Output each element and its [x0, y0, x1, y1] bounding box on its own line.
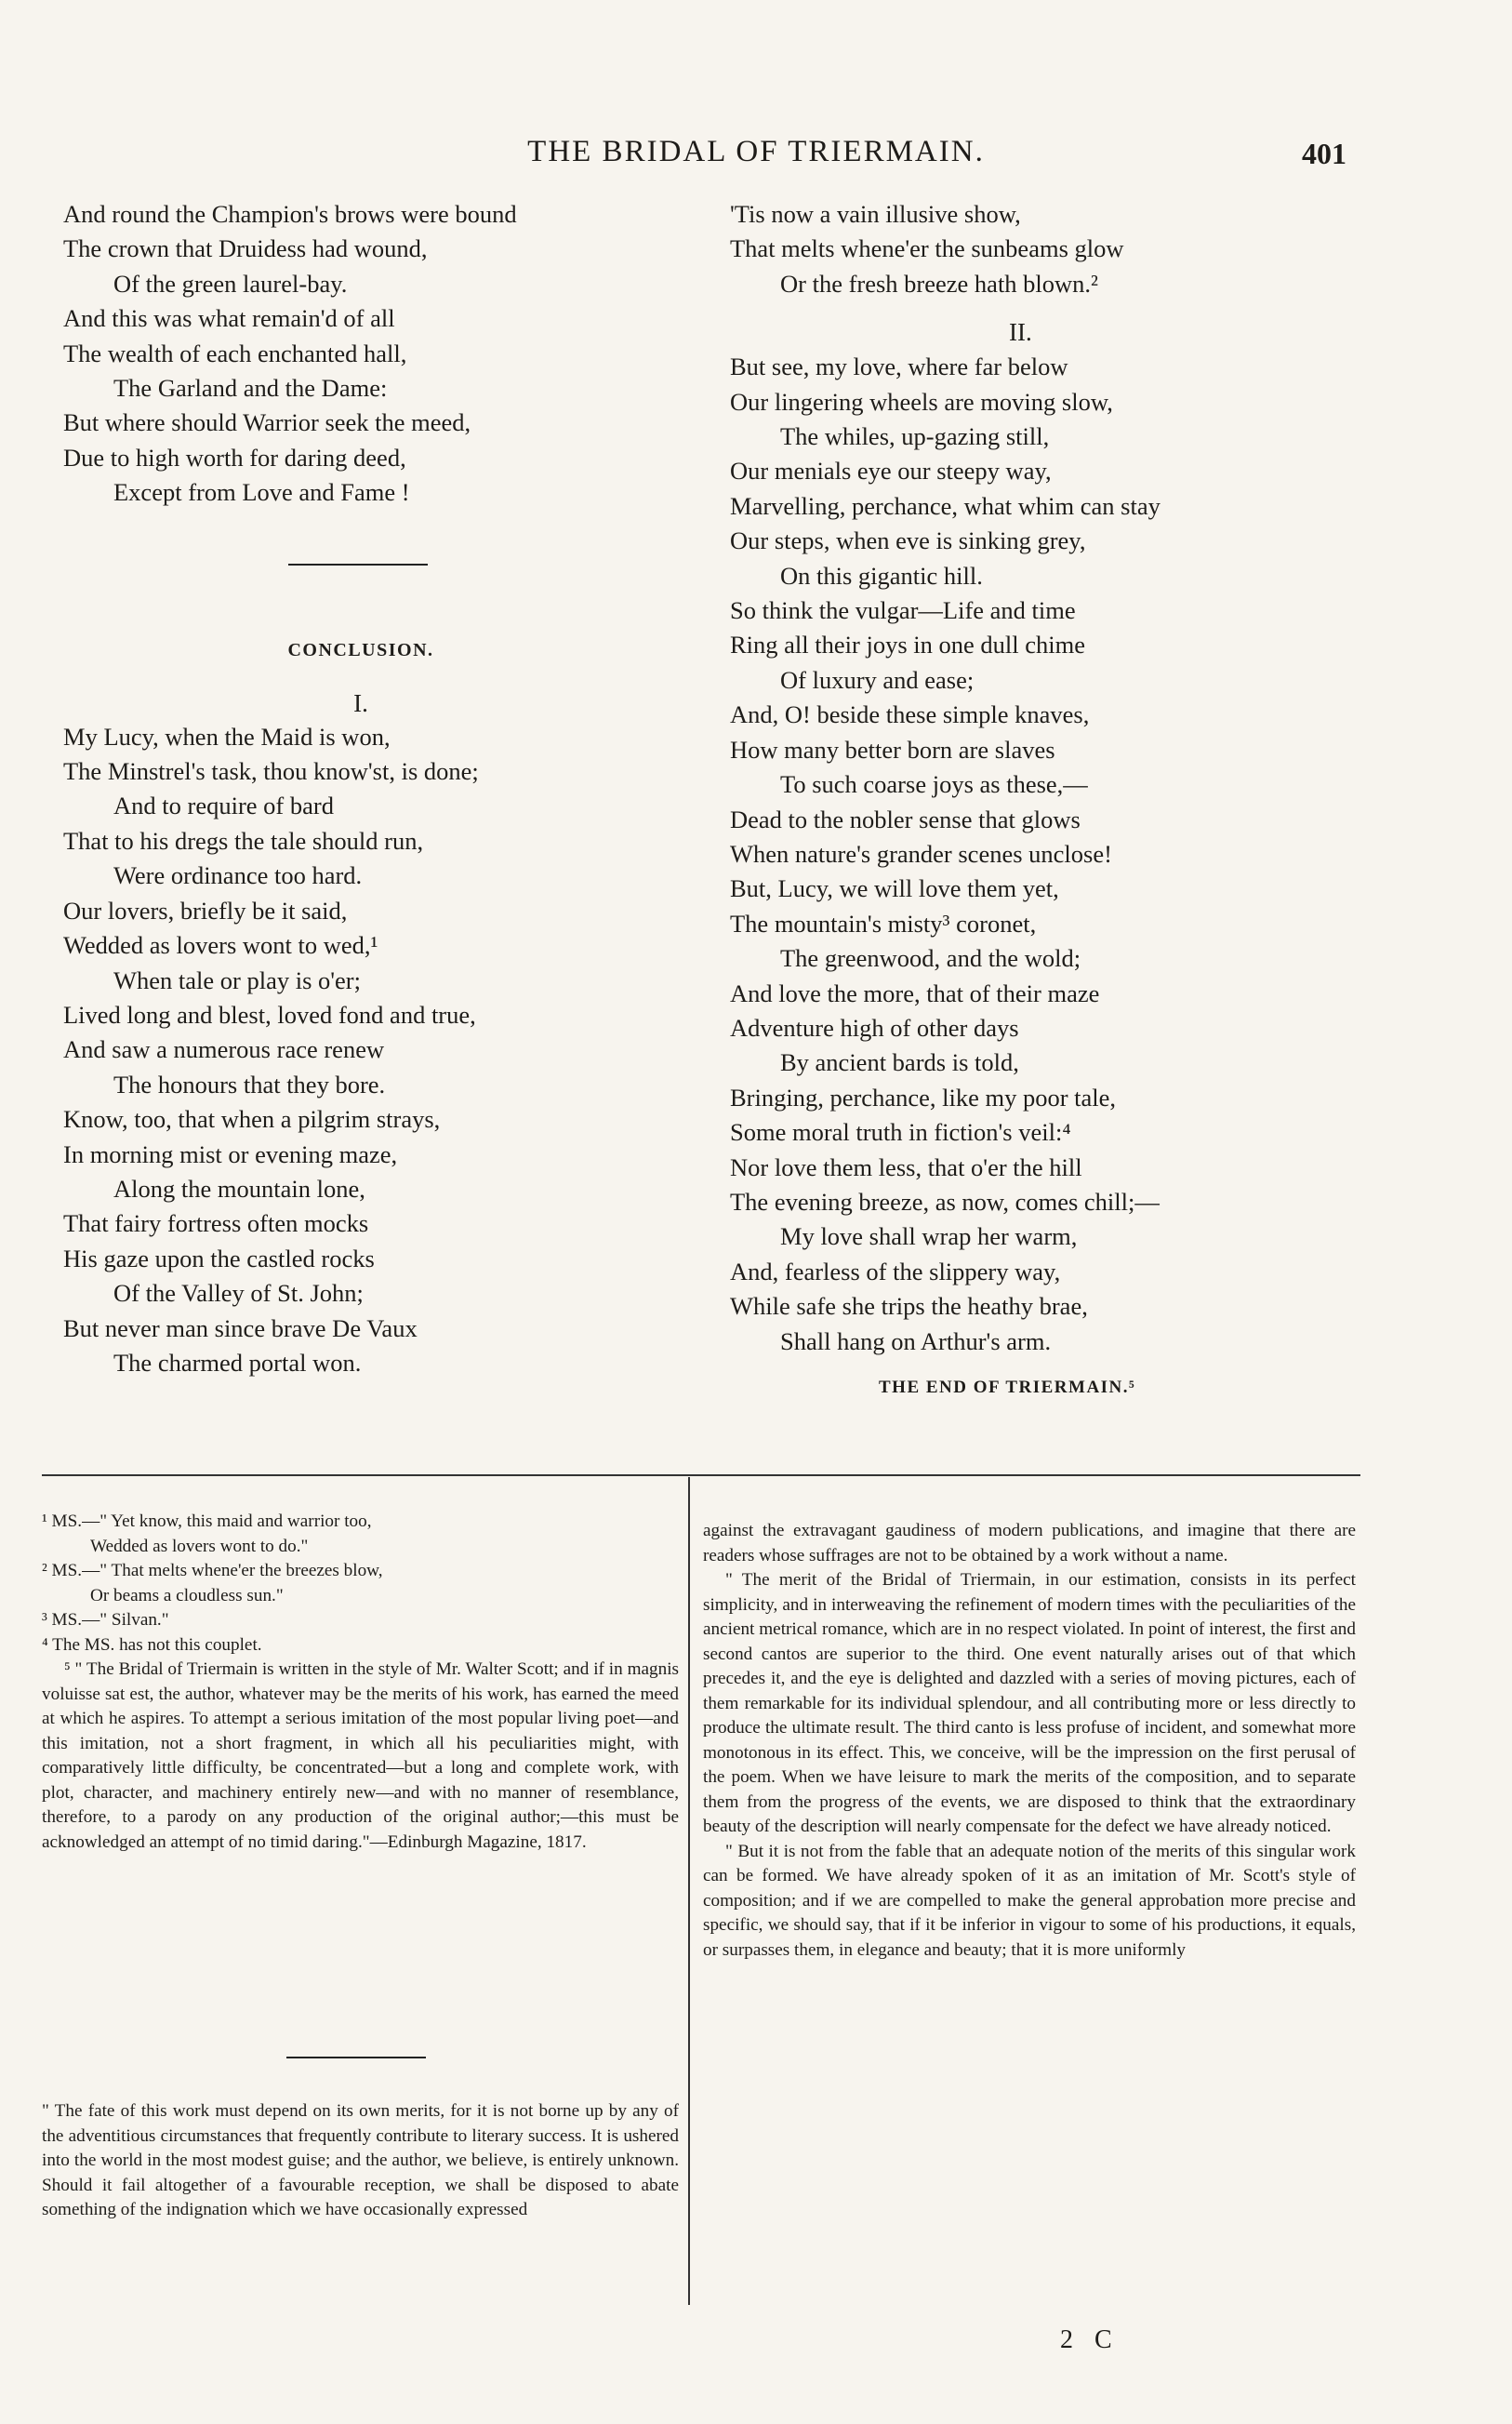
stanza-intro-left	[63, 197, 658, 511]
verse-line: When nature's grander scenes unclose!	[730, 839, 1112, 868]
verse-line: The Minstrel's task, thou know'st, is done;	[63, 757, 479, 786]
verse-line: His gaze upon the castled rocks	[63, 1244, 375, 1272]
section-divider	[288, 564, 428, 566]
verse-line: Some moral truth in fiction's veil:⁴	[730, 1118, 1071, 1147]
quote-paragraph: against the extravagant gaudiness of modern publications, and imagine that there are readers whose suffrages are not to be obtained by a work without a name.	[703, 1521, 1356, 1565]
left-verse-column	[63, 197, 658, 1380]
verse-line: And saw a numerous race renew	[63, 1035, 385, 1064]
verse-line: By ancient bards is told,	[780, 1048, 1019, 1077]
stanza-two	[730, 350, 1381, 1359]
footnote-line: ² MS.—" That melts whene'er the breezes blow,	[42, 1561, 383, 1580]
verse-line: My Lucy, when the Maid is won,	[63, 722, 391, 751]
verse-line: Wedded as lovers wont to wed,¹	[63, 931, 378, 960]
verse-line: How many better born are slaves	[730, 735, 1055, 764]
footnote-line: ⁴ The MS. has not this couplet.	[42, 1634, 262, 1655]
quote-paragraph: " The merit of the Bridal of Triermain, in our estimation, consists in its perfect simplicity, and in interweaving the refinement of modern times with the peculiarities of the ancient metrical romance, which are in no respect violated. In point of interest, the first and second cantos are superior to the third. One event naturally arises out of that which precedes it, and the eye is delighted and dazzled with a series of moving pictures, each of them remarkable for its individual splendour, and all contributing more or less directly to produce the ultimate result. The third canto is less profuse of incident, and somewhat more monotonous in its effect. This, we conceive, will be the impression on the first perusal of the poem. When we have leisure to mark the merits of the composition, and to separate them from the progress of the events, we are disposed to think that the extraordinary beauty of the description will nearly compensate for the defect we have already noticed.	[703, 1570, 1356, 1836]
footnotes-right	[703, 1519, 1356, 1963]
verse-line: Know, too, that when a pilgrim strays,	[63, 1105, 441, 1134]
verse-line: That fairy fortress often mocks	[63, 1209, 369, 1238]
stanza-numeral: I.	[353, 688, 368, 717]
verse-line: The charmed portal won.	[113, 1348, 362, 1377]
stanza-one	[63, 720, 658, 1381]
right-verse-column	[730, 197, 1381, 1398]
verse-line: The mountain's misty³ coronet,	[730, 909, 1037, 938]
footnote-line: ¹ MS.—" Yet know, this maid and warrior too,	[42, 1512, 372, 1531]
verse-line: Bringing, perchance, like my poor tale,	[730, 1083, 1117, 1112]
verse-line: The wealth of each enchanted hall,	[63, 339, 407, 367]
verse-line: But never man since brave De Vaux	[63, 1313, 418, 1342]
page-number: 401	[1302, 137, 1346, 170]
verse-line: Our lovers, briefly be it said,	[63, 896, 348, 925]
verse-line: And to require of bard	[113, 792, 334, 820]
footnote-list	[42, 1510, 679, 1658]
verse-line: Shall hang on Arthur's arm.	[780, 1326, 1052, 1355]
verse-line: Our steps, when eve is sinking grey,	[730, 526, 1086, 555]
verse-line: Our menials eye our steepy way,	[730, 457, 1052, 486]
verse-line: But, Lucy, we will love them yet,	[730, 874, 1059, 903]
stanza-intro-right	[730, 197, 1381, 301]
verse-line: 'Tis now a vain illusive show,	[730, 200, 1021, 228]
verse-line: But where should Warrior seek the meed,	[63, 408, 471, 437]
verse-line: Or the fresh breeze hath blown.²	[780, 269, 1099, 298]
verse-line: Of the green laurel-bay.	[113, 269, 348, 298]
footnote-divider	[286, 2057, 426, 2058]
footnote-separator	[42, 1474, 1360, 1476]
column-divider	[688, 1477, 690, 2305]
verse-line: The Garland and the Dame:	[113, 374, 388, 403]
verse-line: The evening breeze, as now, comes chill;—	[730, 1187, 1160, 1216]
verse-line: Were ordinance too hard.	[113, 861, 363, 890]
verse-line: Marvelling, perchance, what whim can stay	[730, 491, 1161, 520]
verse-line: Ring all their joys in one dull chime	[730, 631, 1085, 659]
verse-line: In morning mist or evening maze,	[63, 1139, 398, 1168]
quote-paragraph: " But it is not from the fable that an adequate notion of the merits of this singular work can be formed. We have already spoken of it as an imitation of Mr. Scott's style of composition; and if we are compelled to make the general approbation more precise and specific, we should say, that if it be inferior in vigour to some of his productions, it equals, or surpasses them, in elegance and beauty; that it is more uniformly	[703, 1841, 1356, 1960]
verse-line: Dead to the nobler sense that glows	[730, 805, 1081, 833]
verse-line: The greenwood, and the wold;	[780, 944, 1081, 973]
verse-line: Nor love them less, that o'er the hill	[730, 1152, 1082, 1181]
verse-line: But see, my love, where far below	[730, 353, 1068, 381]
verse-line: Of the Valley of St. John;	[113, 1279, 364, 1308]
quote-paragraph: " The fate of this work must depend on its own merits, for it is not borne up by any of the adventitious circumstances that frequently contribute to literary success. It is ushered into the world in the most modest guise; and the author, we believe, is entirely unknown. Should it fail altogether of a favourable reception, we shall be disposed to abate something of the indignation which we have occasionally expressed	[42, 2101, 679, 2219]
verse-line: The crown that Druidess had wound,	[63, 234, 428, 263]
section-title: CONCLUSION.	[287, 639, 434, 660]
footnote-five: ⁵ " The Bridal of Triermain is written in the style of Mr. Walter Scott; and if in magnis voluisse sat est, the author, whatever may be the merits of his work, has earned the meed at which he aspires. To attempt a serious imitation of the most popular living poet—and this imitation, not a short fragment, in which all his peculiarities might, with comparatively little difficulty, be concentrated—but a long and complete work, with plot, character, and machinery entirely new—and with no manner of resemblance, therefore, to a parody on any production of the original author;—this must be acknowledged an attempt of no timid daring."—Edinburgh Magazine, 1817.	[42, 1659, 679, 1852]
verse-line: And, fearless of the slippery way,	[730, 1257, 1061, 1285]
verse-line: To such coarse joys as these,—	[780, 770, 1088, 799]
quote-left	[42, 2099, 679, 2223]
verse-line: And round the Champion's brows were bound	[63, 200, 517, 228]
page-title: THE BRIDAL OF TRIERMAIN.	[527, 135, 985, 168]
verse-line: The whiles, up-gazing still,	[780, 422, 1050, 451]
footnotes-left	[42, 1510, 679, 1855]
verse-line: That to his dregs the tale should run,	[63, 826, 424, 855]
verse-line: The honours that they bore.	[113, 1070, 386, 1099]
verse-line: My love shall wrap her warm,	[780, 1222, 1078, 1251]
verse-line: And this was what remain'd of all	[63, 304, 395, 333]
footnote-line: Or beams a cloudless sun."	[90, 1585, 284, 1605]
verse-line: So think the vulgar—Life and time	[730, 596, 1076, 625]
verse-line: Due to high worth for daring deed,	[63, 443, 406, 472]
verse-line: While safe she trips the heathy brae,	[730, 1292, 1088, 1321]
verse-line: And, O! beside these simple knaves,	[730, 700, 1090, 729]
verse-line: On this gigantic hill.	[780, 561, 983, 590]
verse-line: Except from Love and Fame !	[113, 478, 410, 507]
verse-line: That melts whene'er the sunbeams glow	[730, 234, 1124, 263]
end-line: THE END OF TRIERMAIN.⁵	[879, 1378, 1136, 1397]
verse-line: Of luxury and ease;	[780, 665, 975, 694]
verse-line: And love the more, that of their maze	[730, 979, 1100, 1007]
verse-line: Lived long and blest, loved fond and true,	[63, 1000, 476, 1029]
signature-mark: 2 C	[1060, 2325, 1120, 2354]
verse-line: When tale or play is o'er;	[113, 966, 361, 994]
verse-line: Adventure high of other days	[730, 1013, 1019, 1042]
footnote-line: Wedded as lovers wont to do."	[90, 1536, 309, 1556]
stanza-numeral: II.	[1009, 318, 1032, 347]
verse-line: Along the mountain lone,	[113, 1174, 365, 1203]
footnote-line: ³ MS.—" Silvan."	[42, 1610, 169, 1630]
verse-line: Our lingering wheels are moving slow,	[730, 387, 1113, 416]
